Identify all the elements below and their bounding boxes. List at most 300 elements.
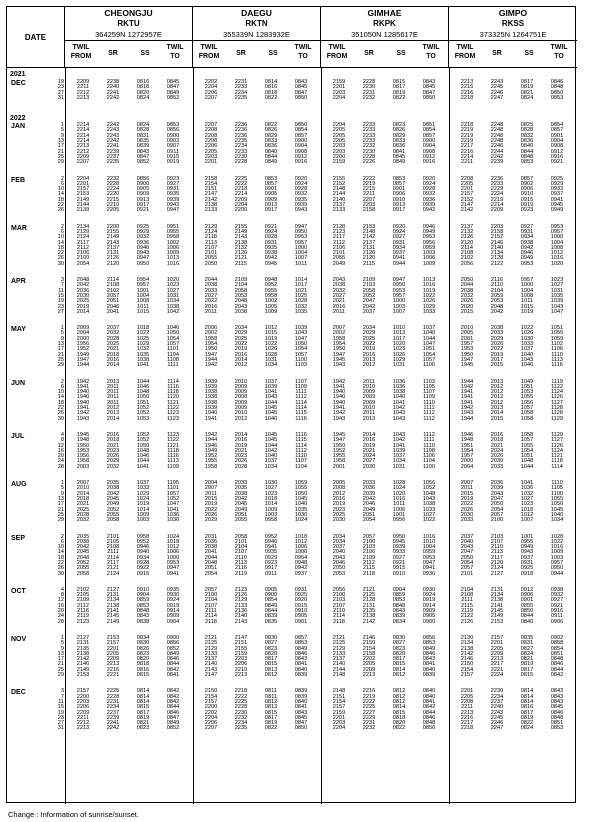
time-cell: 2202: [362, 656, 376, 663]
time-cell: 2137: [362, 239, 376, 246]
time-cell: 0924: [392, 228, 406, 235]
time-cell: 2219: [460, 127, 474, 134]
time-cell: 2118: [332, 618, 346, 625]
time-cell: 1127: [550, 437, 564, 444]
time-cell: 2011: [460, 485, 474, 492]
time-cell: 2052: [362, 292, 376, 299]
time-cell: 1027: [166, 287, 180, 294]
time-cell: 1026: [264, 346, 278, 353]
time-cell: 2234: [490, 693, 504, 700]
day-cell: 23: [57, 714, 64, 721]
time-cell: 2011: [106, 394, 120, 401]
time-cell: 0835: [264, 618, 278, 625]
time-cell: 1026: [422, 298, 436, 305]
time-cell: 1033: [136, 485, 150, 492]
time-cell: 2034: [332, 538, 346, 545]
time-cell: 1941: [332, 383, 346, 390]
time-cell: 2230: [362, 84, 376, 91]
time-cell: 1126: [550, 442, 564, 449]
time-cell: 0937: [294, 570, 308, 577]
time-cell: 2010: [234, 378, 248, 385]
day-cell: 19: [57, 298, 64, 305]
time-cell: 1030: [520, 335, 534, 342]
time-cell: 0921: [136, 207, 150, 214]
time-cell: 1033: [422, 308, 436, 315]
time-cell: 1948: [460, 437, 474, 444]
time-cell: 0842: [166, 666, 180, 673]
day-cell: 22: [57, 559, 64, 566]
time-cell: 0928: [264, 234, 278, 241]
time-cell: 0832: [520, 132, 534, 139]
time-cell: 1943: [76, 415, 90, 422]
month-rows: [44, 177, 572, 214]
time-cell: 2135: [76, 645, 90, 652]
time-cell: 2200: [204, 704, 218, 711]
time-cell: 1055: [520, 394, 534, 401]
time-cell: 0829: [392, 132, 406, 139]
time-cell: 1037: [136, 480, 150, 487]
time-cell: 1947: [460, 356, 474, 363]
time-cell: 2107: [332, 602, 346, 609]
time-cell: 1003: [422, 250, 436, 257]
month-label: OCT: [11, 587, 26, 595]
time-cell: 0938: [550, 586, 564, 593]
month-label: SEP: [11, 534, 26, 542]
time-cell: 0915: [166, 153, 180, 160]
time-cell: 0939: [294, 202, 308, 209]
time-cell: 2055: [106, 511, 120, 518]
time-cell: 2222: [362, 698, 376, 705]
col-sr: SR: [492, 50, 502, 57]
day-cell: 2: [60, 378, 64, 385]
time-cell: 0839: [136, 143, 150, 150]
time-cell: 1023: [392, 346, 406, 353]
time-cell: 1052: [136, 405, 150, 412]
time-cell: 2020: [460, 303, 474, 310]
col-ss: SS: [140, 50, 150, 57]
day-cell: 31: [57, 725, 64, 732]
time-cell: 1057: [422, 356, 436, 363]
time-cell: 2009: [362, 389, 376, 396]
time-cell: 1020: [550, 260, 564, 267]
time-cell: 2044: [204, 277, 218, 284]
time-cell: 1011: [392, 501, 406, 508]
time-cell: 1023: [520, 501, 534, 508]
time-cell: 0822: [264, 122, 278, 129]
time-cell: 2206: [76, 704, 90, 711]
time-cell: 1044: [136, 378, 150, 385]
time-cell: 1938: [204, 399, 218, 406]
time-cell: 0912: [520, 586, 534, 593]
time-cell: 0818: [264, 89, 278, 96]
time-cell: 2237: [106, 153, 120, 160]
time-cell: 2037: [460, 533, 474, 540]
day-cell: 7: [60, 282, 64, 289]
time-cell: 0830: [136, 640, 150, 647]
time-cell: 1051: [520, 383, 534, 390]
time-cell: 0814: [264, 79, 278, 85]
time-cell: 0943: [166, 202, 180, 209]
time-cell: 1944: [76, 362, 90, 369]
time-cell: 0812: [264, 698, 278, 705]
time-cell: 2115: [234, 260, 248, 267]
time-cell: 0844: [264, 153, 278, 160]
time-cell: 1002: [166, 239, 180, 246]
station-coords: 351050N 1285617E: [351, 30, 418, 39]
month-rows: [44, 80, 572, 101]
time-cell: 1113: [167, 458, 179, 465]
time-cell: 2032: [76, 517, 90, 524]
time-cell: 2112: [76, 602, 90, 609]
time-cell: 1013: [392, 330, 406, 337]
time-cell: 1057: [294, 351, 308, 358]
time-cell: 2149: [106, 234, 120, 241]
time-cell: 0849: [166, 650, 180, 657]
time-cell: 2056: [460, 260, 474, 267]
time-cell: 0812: [392, 672, 406, 679]
time-cell: 2115: [460, 602, 474, 609]
time-cell: 0844: [422, 709, 436, 716]
time-cell: 2016: [204, 303, 218, 310]
time-cell: 2233: [234, 148, 248, 155]
time-cell: 1106: [422, 453, 436, 460]
time-cell: 1032: [294, 303, 308, 310]
station-name: GIMPO: [498, 8, 528, 18]
time-cell: 2117: [76, 239, 90, 246]
time-cell: 2155: [106, 228, 120, 235]
day-cell: 5: [60, 127, 64, 134]
time-cell: 1000: [294, 549, 308, 556]
time-cell: 2120: [362, 255, 376, 262]
time-cell: 2155: [234, 223, 248, 230]
time-cell: 2225: [362, 704, 376, 711]
time-cell: 0843: [294, 79, 308, 85]
col-twil-to: TWIL TO: [550, 44, 568, 60]
time-cell: 1103: [422, 378, 436, 385]
time-cell: 0846: [422, 714, 436, 721]
time-cell: 0947: [422, 559, 436, 566]
day-cell: 15: [57, 704, 64, 711]
time-cell: 2201: [460, 186, 474, 193]
time-cell: 0948: [294, 559, 308, 566]
time-cell: 2203: [362, 202, 376, 209]
time-cell: 0954: [136, 277, 150, 284]
sunrise-sunset-table: [6, 6, 576, 803]
time-cell: 0942: [520, 244, 534, 251]
time-cell: 0820: [136, 89, 150, 96]
time-cell: 2046: [106, 303, 120, 310]
time-cell: 1027: [264, 485, 278, 492]
time-cell: 2143: [234, 234, 248, 241]
time-cell: 0825: [520, 122, 534, 129]
time-cell: 0834: [392, 618, 406, 625]
time-cell: 2015: [460, 308, 474, 315]
time-cell: 0936: [422, 196, 436, 203]
table-header: [7, 7, 577, 68]
time-cell: 0852: [166, 94, 180, 101]
day-cell: 13: [57, 138, 64, 145]
time-cell: 1040: [520, 351, 534, 358]
time-cell: 0819: [520, 661, 534, 668]
time-cell: 0932: [136, 234, 150, 241]
time-cell: 0826: [392, 127, 406, 134]
time-cell: 2030: [460, 511, 474, 518]
time-cell: 0909: [136, 191, 150, 198]
time-cell: 2108: [460, 592, 474, 599]
time-cell: 2108: [106, 544, 120, 551]
time-cell: 0840: [422, 666, 436, 673]
time-cell: 1942: [460, 383, 474, 390]
time-cell: 1938: [204, 394, 218, 401]
time-cell: 0928: [294, 186, 308, 193]
time-cell: 1034: [550, 517, 564, 524]
day-cell: 13: [57, 650, 64, 657]
time-cell: 0843: [550, 688, 564, 695]
time-cell: 2043: [490, 490, 504, 497]
time-cell: 0850: [294, 725, 308, 732]
time-cell: 1112: [295, 447, 307, 454]
time-cell: 0828: [136, 127, 150, 134]
time-cell: 2151: [332, 693, 346, 700]
time-cell: 0821: [520, 89, 534, 96]
time-cell: 2018: [106, 351, 120, 358]
time-cell: 2035: [76, 533, 90, 540]
day-cell: 27: [57, 89, 64, 96]
station-header-rktu: [65, 7, 193, 68]
time-cell: 2222: [362, 175, 376, 182]
time-cell: 2231: [234, 79, 248, 85]
time-cell: 1947: [204, 351, 218, 358]
time-cell: 2222: [234, 693, 248, 700]
time-cell: 2159: [234, 650, 248, 657]
time-cell: 2011: [204, 308, 218, 315]
time-cell: 0938: [264, 250, 278, 257]
time-cell: 0847: [294, 720, 308, 727]
time-cell: 2059: [490, 292, 504, 299]
time-cell: 0817: [264, 656, 278, 663]
day-cell: 14: [57, 191, 64, 198]
time-cell: 1950: [76, 442, 90, 449]
time-cell: 1940: [332, 394, 346, 401]
time-cell: 0905: [136, 186, 150, 193]
time-cell: 2114: [332, 613, 346, 620]
time-cell: 2229: [490, 186, 504, 193]
time-cell: 1957: [460, 453, 474, 460]
time-cell: 2230: [234, 153, 248, 160]
time-cell: 1954: [332, 341, 346, 348]
time-cell: 2049: [234, 506, 248, 513]
time-cell: 2214: [76, 132, 90, 139]
time-cell: 1124: [550, 447, 564, 454]
time-cell: 2233: [362, 132, 376, 139]
time-cell: 0844: [166, 704, 180, 711]
time-cell: 2127: [76, 635, 90, 641]
time-cell: 0942: [294, 565, 308, 572]
time-cell: 0925: [520, 565, 534, 572]
time-cell: 0852: [166, 725, 180, 732]
time-cell: 2206: [234, 661, 248, 668]
time-cell: 1124: [550, 389, 564, 396]
time-cell: 2026: [106, 453, 120, 460]
time-cell: 2144: [332, 666, 346, 673]
time-cell: 2003: [76, 463, 90, 470]
time-cell: 1046: [520, 362, 534, 369]
time-cell: 1015: [136, 308, 150, 315]
time-cell: 0821: [520, 656, 534, 663]
time-cell: 2007: [332, 325, 346, 332]
time-cell: 1029: [136, 490, 150, 497]
time-cell: 1057: [166, 490, 180, 497]
time-cell: 1037: [422, 325, 436, 332]
time-cell: 1114: [551, 463, 563, 470]
time-cell: 2243: [490, 79, 504, 85]
time-cell: 2004: [460, 463, 474, 470]
time-cell: 0847: [422, 89, 436, 96]
time-cell: 2147: [204, 191, 218, 198]
time-cell: 0823: [136, 650, 150, 657]
time-cell: 1027: [550, 282, 564, 289]
time-cell: 2234: [234, 89, 248, 96]
time-cell: 2038: [332, 282, 346, 289]
time-cell: 1034: [392, 458, 406, 465]
day-cell: 10: [57, 234, 64, 241]
time-cell: 0917: [136, 202, 150, 209]
time-cell: 0921: [392, 559, 406, 566]
time-cell: 1046: [136, 453, 150, 460]
time-cell: 1123: [166, 432, 180, 438]
time-cell: 2204: [76, 175, 90, 182]
time-cell: 2016: [234, 351, 248, 358]
day-cell: 29: [57, 362, 64, 369]
time-cell: 0902: [550, 635, 564, 641]
time-cell: 0904: [166, 618, 180, 625]
time-cell: 1000: [392, 298, 406, 305]
time-cell: 1002: [264, 298, 278, 305]
time-cell: 2116: [76, 608, 90, 615]
time-cell: 0853: [136, 602, 150, 609]
time-cell: 2009: [362, 399, 376, 406]
time-cell: 1019: [422, 287, 436, 294]
time-cell: 1024: [294, 517, 308, 524]
time-cell: 2029: [106, 458, 120, 465]
time-cell: 2214: [490, 202, 504, 209]
time-cell: 0915: [294, 602, 308, 609]
time-cell: 2012: [490, 394, 504, 401]
month-rows: [44, 535, 572, 577]
time-cell: 2206: [204, 89, 218, 96]
time-cell: 2129: [204, 223, 218, 230]
time-cell: 2144: [76, 202, 90, 209]
time-cell: 0850: [294, 94, 308, 101]
time-cell: 1038: [136, 356, 150, 363]
time-cell: 2056: [332, 586, 346, 593]
time-cell: 2122: [490, 260, 504, 267]
time-cell: 2026: [204, 511, 218, 518]
time-cell: 1000: [520, 282, 534, 289]
time-cell: 0950: [392, 533, 406, 540]
time-cell: 2209: [490, 207, 504, 214]
time-cell: 2237: [490, 698, 504, 705]
time-cell: 1109: [422, 394, 436, 401]
time-cell: 1126: [550, 394, 564, 401]
time-cell: 0845: [392, 153, 406, 160]
time-cell: 2234: [234, 720, 248, 727]
time-cell: 2037: [362, 308, 376, 315]
time-cell: 0916: [136, 570, 150, 577]
time-cell: 2205: [490, 645, 504, 652]
time-cell: 0929: [264, 554, 278, 561]
time-cell: 0843: [422, 656, 436, 663]
table-row: [44, 673, 572, 678]
time-cell: 0843: [422, 79, 436, 85]
time-cell: 2057: [460, 565, 474, 572]
month-label: MAY: [11, 326, 26, 334]
time-cell: 0815: [264, 709, 278, 716]
time-cell: 1054: [422, 351, 436, 358]
time-cell: 2019: [490, 351, 504, 358]
time-cell: 1105: [166, 480, 180, 487]
time-cell: 0920: [392, 223, 406, 230]
time-cell: 0919: [166, 159, 180, 166]
time-cell: 2205: [362, 661, 376, 668]
time-cell: 0930: [166, 592, 180, 599]
day-cell: 6: [60, 383, 64, 390]
time-cell: 0827: [520, 645, 534, 652]
time-cell: 2248: [490, 132, 504, 139]
time-cell: 1035: [550, 292, 564, 299]
time-cell: 1023: [166, 282, 180, 289]
time-cell: 2126: [106, 255, 120, 262]
time-cell: 2230: [234, 709, 248, 716]
time-cell: 0927: [392, 234, 406, 241]
time-cell: 2157: [106, 640, 120, 647]
time-cell: 2125: [362, 592, 376, 599]
station-header-rkpk: [321, 7, 449, 68]
time-cell: 2057: [204, 586, 218, 593]
time-cell: 2240: [106, 84, 120, 91]
time-cell: 1037: [392, 453, 406, 460]
time-cell: 2051: [106, 298, 120, 305]
time-cell: 2047: [490, 495, 504, 502]
time-cell: 0933: [550, 186, 564, 193]
time-cell: 0849: [264, 602, 278, 609]
time-cell: 0937: [520, 554, 534, 561]
time-cell: 0839: [294, 693, 308, 700]
time-cell: 1046: [264, 415, 278, 422]
time-cell: 1004: [294, 250, 308, 257]
time-cell: 0844: [166, 661, 180, 668]
time-cell: 2045: [106, 495, 120, 502]
time-cell: 2209: [76, 79, 90, 85]
day-cell: 30: [57, 570, 64, 577]
time-cell: 1013: [166, 255, 180, 262]
time-cell: 0835: [136, 138, 150, 145]
time-cell: 1050: [294, 490, 308, 497]
time-cell: 2131: [362, 602, 376, 609]
table-row: [44, 96, 572, 101]
time-cell: 2046: [332, 559, 346, 566]
time-cell: 0953: [392, 287, 406, 294]
time-cell: 1944: [204, 356, 218, 363]
time-cell: 2148: [332, 186, 346, 193]
time-cell: 0931: [520, 228, 534, 235]
time-cell: 0958: [136, 533, 150, 540]
time-cell: 1046: [136, 383, 150, 390]
time-cell: 2150: [204, 688, 218, 695]
time-cell: 2054: [362, 517, 376, 524]
time-cell: 0853: [550, 725, 564, 732]
time-cell: 0939: [166, 196, 180, 203]
